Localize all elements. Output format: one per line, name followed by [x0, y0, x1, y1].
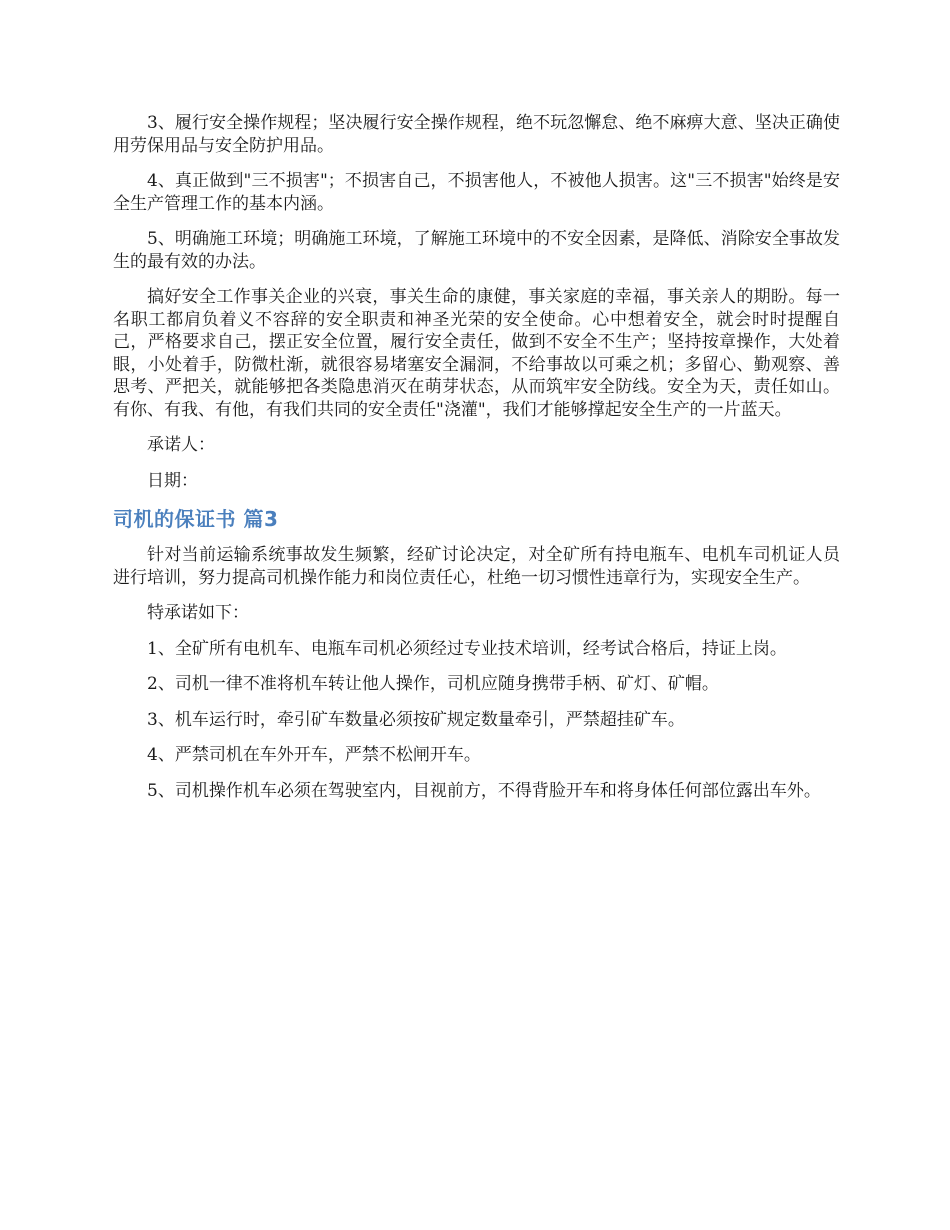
paragraph-item-5: 5、司机操作机车必须在驾驶室内，目视前方，不得背脸开车和将身体任何部位露出车外。: [147, 780, 821, 801]
paragraph-rule-5: 5、明确施工环境；明确施工环境，了解施工环境中的不安全因素，是降低、消除安全事故发生的最有效的办法。: [113, 229, 840, 272]
paragraph-item-4: 4、严禁司机在车外开车，严禁不松闸开车。: [147, 745, 481, 765]
promisor-label: 承诺人：: [147, 435, 215, 455]
date-label: 日期：: [147, 470, 198, 491]
paragraph-rule-3: 3、履行安全操作规程；坚决履行安全操作规程，绝不玩忽懈怠、绝不麻痹大意、坚决正确使用劳保用品与安全防护用品。: [113, 113, 840, 156]
document-page: [113, 112, 840, 815]
paragraph-item-3: 3、机车运行时，牵引矿车数量必须按矿规定数量牵引，严禁超挂矿车。: [147, 709, 685, 730]
paragraph-rule-4: 4、真正做到"三不损害"；不损害自己，不损害他人，不被他人损害。这"三不损害"始终是安全生产管理工作的基本内涵。: [113, 171, 840, 214]
paragraph-item-2: 2、司机一律不准将机车转让他人操作，司机应随身携带手柄、矿灯、矿帽。: [147, 674, 719, 694]
section-heading: 司机的保证书 篇3: [113, 507, 279, 531]
paragraph-item-1: 1、全矿所有电机车、电瓶车司机必须经过专业技术培训，经考试合格后，持证上岗。: [147, 638, 787, 659]
paragraph-intro: 针对当前运输系统事故发生频繁，经矿讨论决定，对全矿所有持电瓶车、电机车司机证人员进行培训，努力提高司机操作能力和岗位责任心，杜绝一切习惯性违章行为，实现安全生产。: [113, 545, 840, 588]
paragraph-commitment-lead: 特承诺如下：: [147, 603, 249, 623]
paragraph-summary: 搞好安全工作事关企业的兴衰，事关生命的康健，事关家庭的幸福，事关亲人的期盼。每一名职工都肩负着义不容辞的安全职责和神圣光荣的安全使命。心中想着安全，就会时时提醒自己，严格要求自己，摆正安全位置，履行安全责任，做到不安全不生产；坚持按章操作，大处着眼，小处着手，防微杜渐，就很容易堵塞安全漏洞，不给事故以可乘之机；多留心、勤观察、善思考、严把关，就能够把各类隐患消灭在萌芽状态，从而筑牢安全防线。安全为天，责任如山。有你、有我、有他，有我们共同的安全责任"浇灌"，我们才能够撑起安全生产的一片蓝天。: [113, 287, 840, 420]
